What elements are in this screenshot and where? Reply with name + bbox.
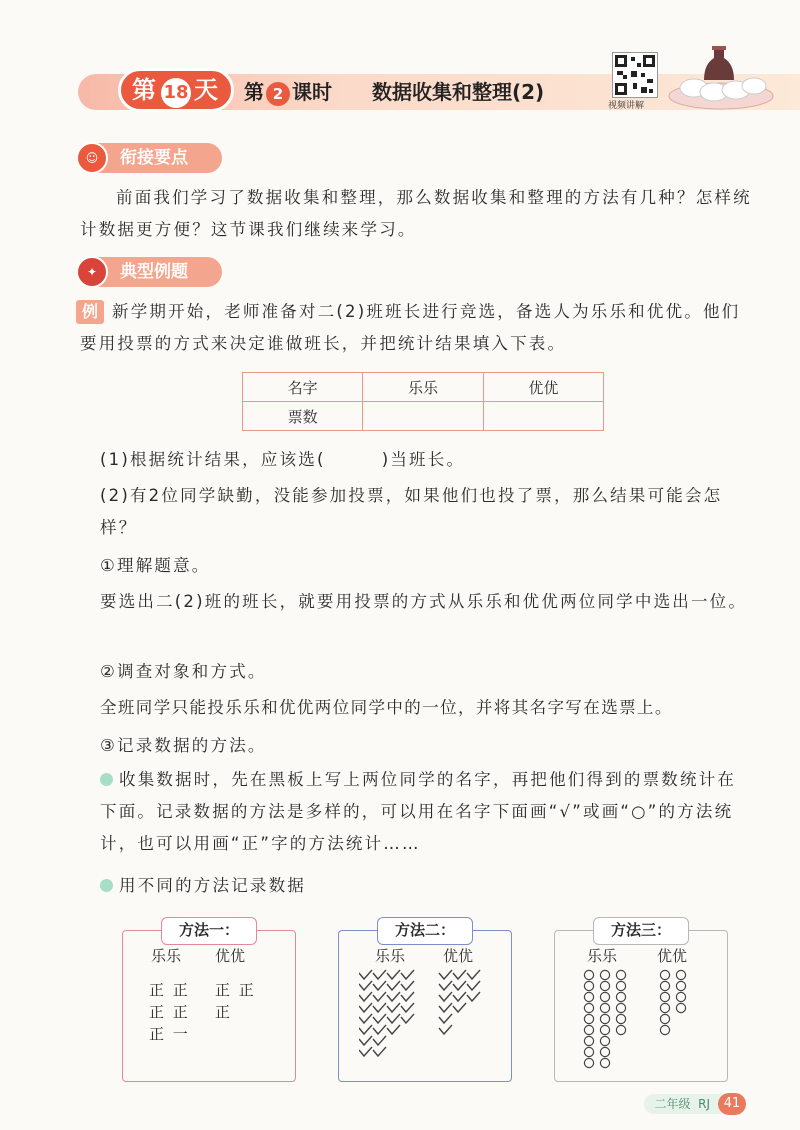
check-mark (401, 970, 414, 979)
check-mark (387, 1014, 400, 1023)
check-mark (373, 1014, 386, 1023)
check-mark (439, 1025, 452, 1034)
circle-mark (600, 992, 609, 1001)
check-mark (387, 1003, 400, 1012)
question-2: (2)有2位同学缺勤，没能参加投票，如果他们也投了票，那么结果可能会怎样？ (100, 486, 723, 537)
method-1-tally-youyou: 正 正 正 (215, 981, 256, 1021)
circle-mark (584, 1025, 593, 1034)
circle-mark (660, 981, 669, 990)
qr-label: 视频讲解 (608, 101, 645, 111)
method-2-box (338, 921, 512, 1082)
example-tag: 例 (76, 300, 104, 324)
note-2: 用不同的方法记录数据 (100, 870, 752, 902)
check-mark (387, 981, 400, 990)
step-2-title: ②调查对象和方式。 (100, 662, 267, 681)
circle-mark (676, 970, 685, 979)
circle-mark (584, 1036, 593, 1045)
circle-mark (616, 992, 625, 1001)
circle-mark (584, 1058, 593, 1067)
section-heading-connection: 衔接要点 (80, 143, 222, 173)
check-mark (387, 992, 400, 1001)
circle-mark (660, 1014, 669, 1023)
section-heading-examples: 典型例题 (80, 257, 222, 287)
check-mark (373, 970, 386, 979)
circle-mark (600, 1058, 609, 1067)
check-mark (467, 981, 480, 990)
circle-mark (584, 1014, 593, 1023)
check-mark (373, 1025, 386, 1034)
table-header-cell: 名字 (243, 373, 363, 402)
bag-mascot-icon: ✦ (76, 256, 108, 288)
circle-mark (660, 1003, 669, 1012)
dumpling-plate-icon (666, 40, 776, 116)
circle-mark (660, 1025, 669, 1034)
vote-table (242, 372, 604, 431)
check-mark (373, 1003, 386, 1012)
qr-code-icon[interactable] (612, 52, 658, 98)
check-mark (359, 1025, 372, 1034)
vote-count-lele[interactable] (363, 402, 483, 431)
check-mark (401, 1003, 414, 1012)
method-3-col-youyou: 优优 (657, 947, 688, 965)
lesson-number: 2 (266, 82, 290, 106)
circle-mark (600, 1025, 609, 1034)
check-mark (401, 1014, 414, 1023)
check-mark (453, 992, 466, 1001)
method-3-box (554, 921, 728, 1082)
step-2-body: 全班同学只能投乐乐和优优两位同学中的一位，并将其名字写在选票上。 (100, 698, 673, 717)
note-1: 收集数据时，先在黑板上写上两位同学的名字，再把他们得到的票数统计在下面。记录数据的方法是多样的，可以用在名字下面画“√”或画“○”的方法统计，也可以用画“正”字的方法统计…… (100, 770, 737, 853)
vote-count-youyou[interactable] (483, 402, 603, 431)
method-2-check-marks (359, 969, 499, 1069)
check-mark (439, 981, 452, 990)
circle-mark (616, 1003, 625, 1012)
question-1: (1)根据统计结果，应该选( )当班长。 (100, 450, 466, 469)
table-row-label: 票数 (243, 402, 363, 431)
circle-mark (676, 992, 685, 1001)
circle-mark (600, 1003, 609, 1012)
circle-mark (600, 981, 609, 990)
check-mark (359, 981, 372, 990)
circle-mark (616, 970, 625, 979)
page-number: 41 (718, 1093, 746, 1115)
step-1-title: ①理解题意。 (100, 556, 211, 575)
circle-mark (584, 1003, 593, 1012)
method-1-label: 方法一： (161, 917, 257, 945)
day-number: 18 (161, 78, 191, 108)
circle-mark (660, 992, 669, 1001)
check-mark (359, 992, 372, 1001)
check-mark (401, 992, 414, 1001)
check-mark (359, 1003, 372, 1012)
check-mark (387, 970, 400, 979)
method-2-col-youyou: 优优 (443, 947, 474, 965)
check-mark (387, 1025, 400, 1034)
circle-mark (600, 1014, 609, 1023)
check-mark (439, 1014, 452, 1023)
check-mark (439, 1003, 452, 1012)
step-1-body: 要选出二(2)班的班长，就要用投票的方式从乐乐和优优两位同学中选出一位。 (100, 592, 748, 611)
circle-mark (660, 970, 669, 979)
check-mark (359, 1047, 372, 1056)
circle-mark (616, 1014, 625, 1023)
method-3-circle-marks (583, 969, 713, 1079)
check-mark (373, 981, 386, 990)
circle-mark (584, 992, 593, 1001)
method-2-label: 方法二： (377, 917, 473, 945)
check-mark (467, 970, 480, 979)
bullet-icon (100, 773, 113, 786)
check-mark (439, 970, 452, 979)
check-mark (453, 981, 466, 990)
circle-mark (584, 1047, 593, 1056)
circle-mark (676, 981, 685, 990)
method-2-col-lele: 乐乐 (375, 947, 406, 965)
example-text: 新学期开始，老师准备对二(2)班班长进行竞选，备选人为乐乐和优优。他们要用投票的方式来决定谁做班长，并把统计结果填入下表。 (80, 302, 741, 353)
circle-mark (584, 981, 593, 990)
circle-mark (616, 981, 625, 990)
method-1-col-youyou: 优优 (215, 947, 246, 965)
table-header-cell: 优优 (483, 373, 603, 402)
bullet-icon (100, 879, 113, 892)
page-title: 数据收集和整理(2) (372, 80, 545, 104)
circle-mark (600, 1036, 609, 1045)
check-mark (359, 970, 372, 979)
method-1-col-lele: 乐乐 (151, 947, 182, 965)
check-mark (359, 1014, 372, 1023)
day-badge: 第 18 天 (118, 68, 234, 112)
circle-mark (600, 970, 609, 979)
check-mark (453, 970, 466, 979)
lesson-label: 第 2 课时 (244, 80, 332, 104)
check-mark (453, 1003, 466, 1012)
method-1-tally-lele: 正 正 正 正 正 一 (149, 981, 190, 1043)
circle-mark (600, 1047, 609, 1056)
table-header-cell: 乐乐 (363, 373, 483, 402)
check-mark (373, 1047, 386, 1056)
check-mark (359, 1036, 372, 1045)
step-3-title: ③记录数据的方法。 (100, 736, 267, 755)
check-mark (439, 992, 452, 1001)
check-mark (373, 992, 386, 1001)
method-3-label: 方法三： (593, 917, 689, 945)
table-row (243, 373, 604, 402)
circle-mark (584, 970, 593, 979)
circle-mark (676, 1003, 685, 1012)
method-1-box (122, 921, 296, 1082)
method-3-col-lele: 乐乐 (587, 947, 618, 965)
footer-grade: 二年级 RJ (644, 1094, 744, 1114)
monkey-mascot-icon: ☺ (76, 142, 108, 174)
section1-body: 前面我们学习了数据收集和整理，那么数据收集和整理的方法有几种？怎样统计数据更方便？这节课我们继续来学习。 (80, 188, 752, 239)
check-mark (401, 981, 414, 990)
check-mark (373, 1036, 386, 1045)
circle-mark (616, 1025, 625, 1034)
table-row (243, 402, 604, 431)
check-mark (467, 992, 480, 1001)
